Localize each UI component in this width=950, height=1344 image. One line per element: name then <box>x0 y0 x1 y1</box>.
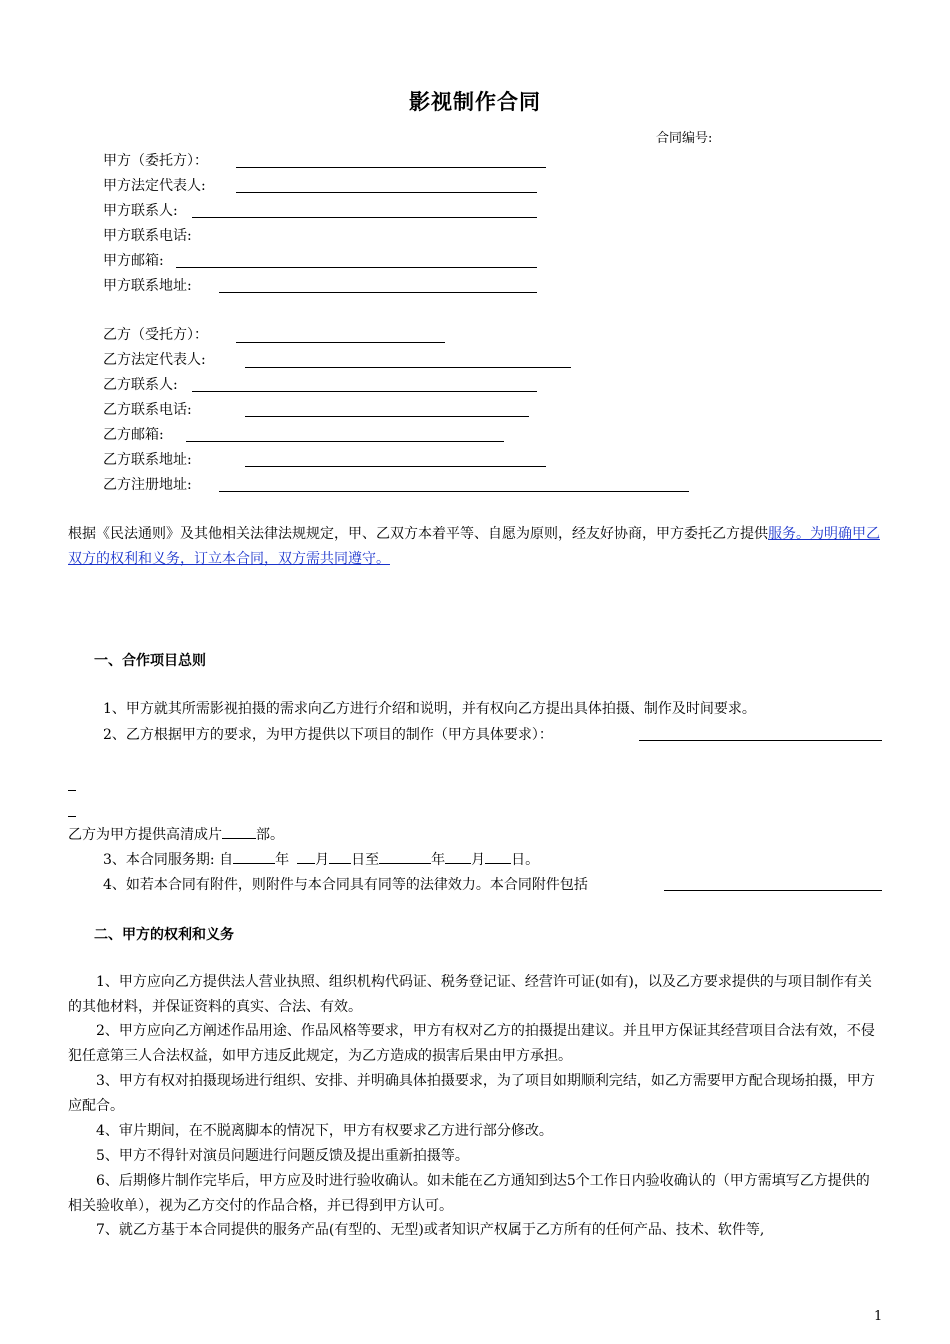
month-label-2: 月 <box>471 852 486 868</box>
films-line <box>68 824 284 844</box>
end-month-blank[interactable] <box>445 849 471 864</box>
start-month-blank[interactable] <box>297 849 315 864</box>
intro-text: 根据《民法通则》及其他相关法律法规规定，甲、乙双方本着平等、自愿为原则，经友好协商，甲方委托乙方提供 <box>68 526 768 542</box>
year-label-2: 年 <box>431 852 446 868</box>
day-to-label: 日至 <box>351 852 380 868</box>
section1-heading: 一、合作项目总则 <box>94 653 206 669</box>
party-a-rep-blank[interactable] <box>236 192 537 193</box>
party-b-email-blank[interactable] <box>186 441 504 442</box>
page-number: 1 <box>874 1309 883 1324</box>
day-end-label: 日。 <box>511 852 540 868</box>
section2-item1-text: 1、甲方应向乙方提供法人营业执照、组织机构代码证、税务登记证、经营许可证(如有)，以及乙方要求提供的与项目制作有关的其他材料，并保证资料的真实、合法、有效。 <box>68 974 872 1015</box>
section2-item6-text: 6、后期修片制作完毕后，甲方应及时进行验收确认。如未能在乙方通知到达5个工作日内验收确认的（甲方需填写乙方提供的相关验收单），视为乙方交付的作品合格，并已得到甲方认可。 <box>68 1173 870 1214</box>
month-label: 月 <box>315 852 330 868</box>
item3-text: 3、本合同服务期: 自 <box>103 852 234 868</box>
section2-item2-text: 2、甲方应向乙方阐述作品用途、作品风格等要求，甲方有权对乙方的拍摄提出建议。并且甲方保证其经营项目合法有效，不侵犯任意第三人合法权益，如甲方违反此规定，为乙方造成的损害后果由甲方承担。 <box>68 1023 875 1064</box>
section2-item3 <box>68 1069 882 1118</box>
year-label: 年 <box>275 852 290 868</box>
section2-item7 <box>68 1218 882 1243</box>
party-b-phone-blank[interactable] <box>245 416 529 417</box>
party-a-name-blank[interactable] <box>236 167 546 168</box>
party-a-contact-blank[interactable] <box>192 217 537 218</box>
party-b-address-blank[interactable] <box>245 466 546 467</box>
party-a-name-label: 甲方（委托方）： <box>103 153 208 169</box>
party-b-name-blank[interactable] <box>236 342 445 343</box>
section2-item3-text: 3、甲方有权对拍摄现场进行组织、安排、并明确具体拍摄要求，为了项目如期顺利完结，如乙方需要甲方配合现场拍摄，甲方应配合。 <box>68 1073 875 1114</box>
end-day-blank[interactable] <box>485 849 511 864</box>
films-count-blank[interactable] <box>222 824 256 839</box>
party-b-reg-address-label: 乙方注册地址: <box>103 477 192 493</box>
party-b-email-label: 乙方邮箱: <box>103 427 164 443</box>
section2-item2 <box>68 1019 882 1068</box>
section2-item4-text: 4、审片期间，在不脱离脚本的情况下，甲方有权要求乙方进行部分修改。 <box>96 1123 553 1139</box>
blank-dash-1 <box>68 790 76 791</box>
party-b-contact-label: 乙方联系人: <box>103 377 178 393</box>
party-b-rep-blank[interactable] <box>245 367 571 368</box>
party-b-address-label: 乙方联系地址: <box>103 452 192 468</box>
attachments-blank[interactable] <box>664 890 882 891</box>
section1-item2: 2、乙方根据甲方的要求，为甲方提供以下项目的制作（甲方具体要求）： <box>103 727 553 743</box>
party-b-name-label: 乙方（受托方）： <box>103 327 208 343</box>
section2-item5 <box>68 1144 882 1169</box>
party-a-email-blank[interactable] <box>176 267 537 268</box>
films-unit: 部。 <box>256 827 284 843</box>
party-a-phone-label: 甲方联系电话: <box>103 228 192 244</box>
intro-link[interactable]: 服务。为明确甲乙双方的权利和义务，订立本合同，双方需共同遵守。 <box>68 526 880 567</box>
document-title: 影视制作合同 <box>409 89 541 114</box>
party-a-rep-label: 甲方法定代表人: <box>103 178 206 194</box>
intro-paragraph <box>68 522 882 571</box>
start-day-blank[interactable] <box>329 849 351 864</box>
party-b-reg-address-blank[interactable] <box>219 491 689 492</box>
section1-item1: 1、甲方就其所需影视拍摄的需求向乙方进行介绍和说明，并有权向乙方提出具体拍摄、制作及时间要求。 <box>103 701 756 717</box>
party-a-address-blank[interactable] <box>219 292 537 293</box>
section2-item1 <box>68 970 882 1019</box>
party-a-address-label: 甲方联系地址: <box>103 278 192 294</box>
section2-item5-text: 5、甲方不得针对演员问题进行问题反馈及提出重新拍摄等。 <box>96 1148 469 1164</box>
party-b-rep-label: 乙方法定代表人: <box>103 352 206 368</box>
section1-item4: 4、如若本合同有附件，则附件与本合同具有同等的法律效力。本合同附件包括 <box>103 877 588 893</box>
section1-item3 <box>103 849 539 869</box>
party-a-email-label: 甲方邮箱: <box>103 253 164 269</box>
start-year-blank[interactable] <box>233 849 275 864</box>
party-b-contact-blank[interactable] <box>192 391 537 392</box>
party-b-phone-label: 乙方联系电话: <box>103 402 192 418</box>
contract-number-label: 合同编号: <box>656 131 713 146</box>
section2-heading: 二、甲方的权利和义务 <box>94 927 234 943</box>
section2-item7-text: 7、就乙方基于本合同提供的服务产品(有型的、无型)或者知识产权属于乙方所有的任何产品、技术、软件等, <box>96 1222 765 1238</box>
section2-item4 <box>68 1119 882 1144</box>
blank-dash-2 <box>68 816 76 817</box>
films-text: 乙方为甲方提供高清成片 <box>68 827 222 843</box>
section1-item2-blank[interactable] <box>639 740 882 741</box>
section2-item6 <box>68 1169 882 1218</box>
end-year-blank[interactable] <box>379 849 431 864</box>
party-a-contact-label: 甲方联系人: <box>103 203 178 219</box>
